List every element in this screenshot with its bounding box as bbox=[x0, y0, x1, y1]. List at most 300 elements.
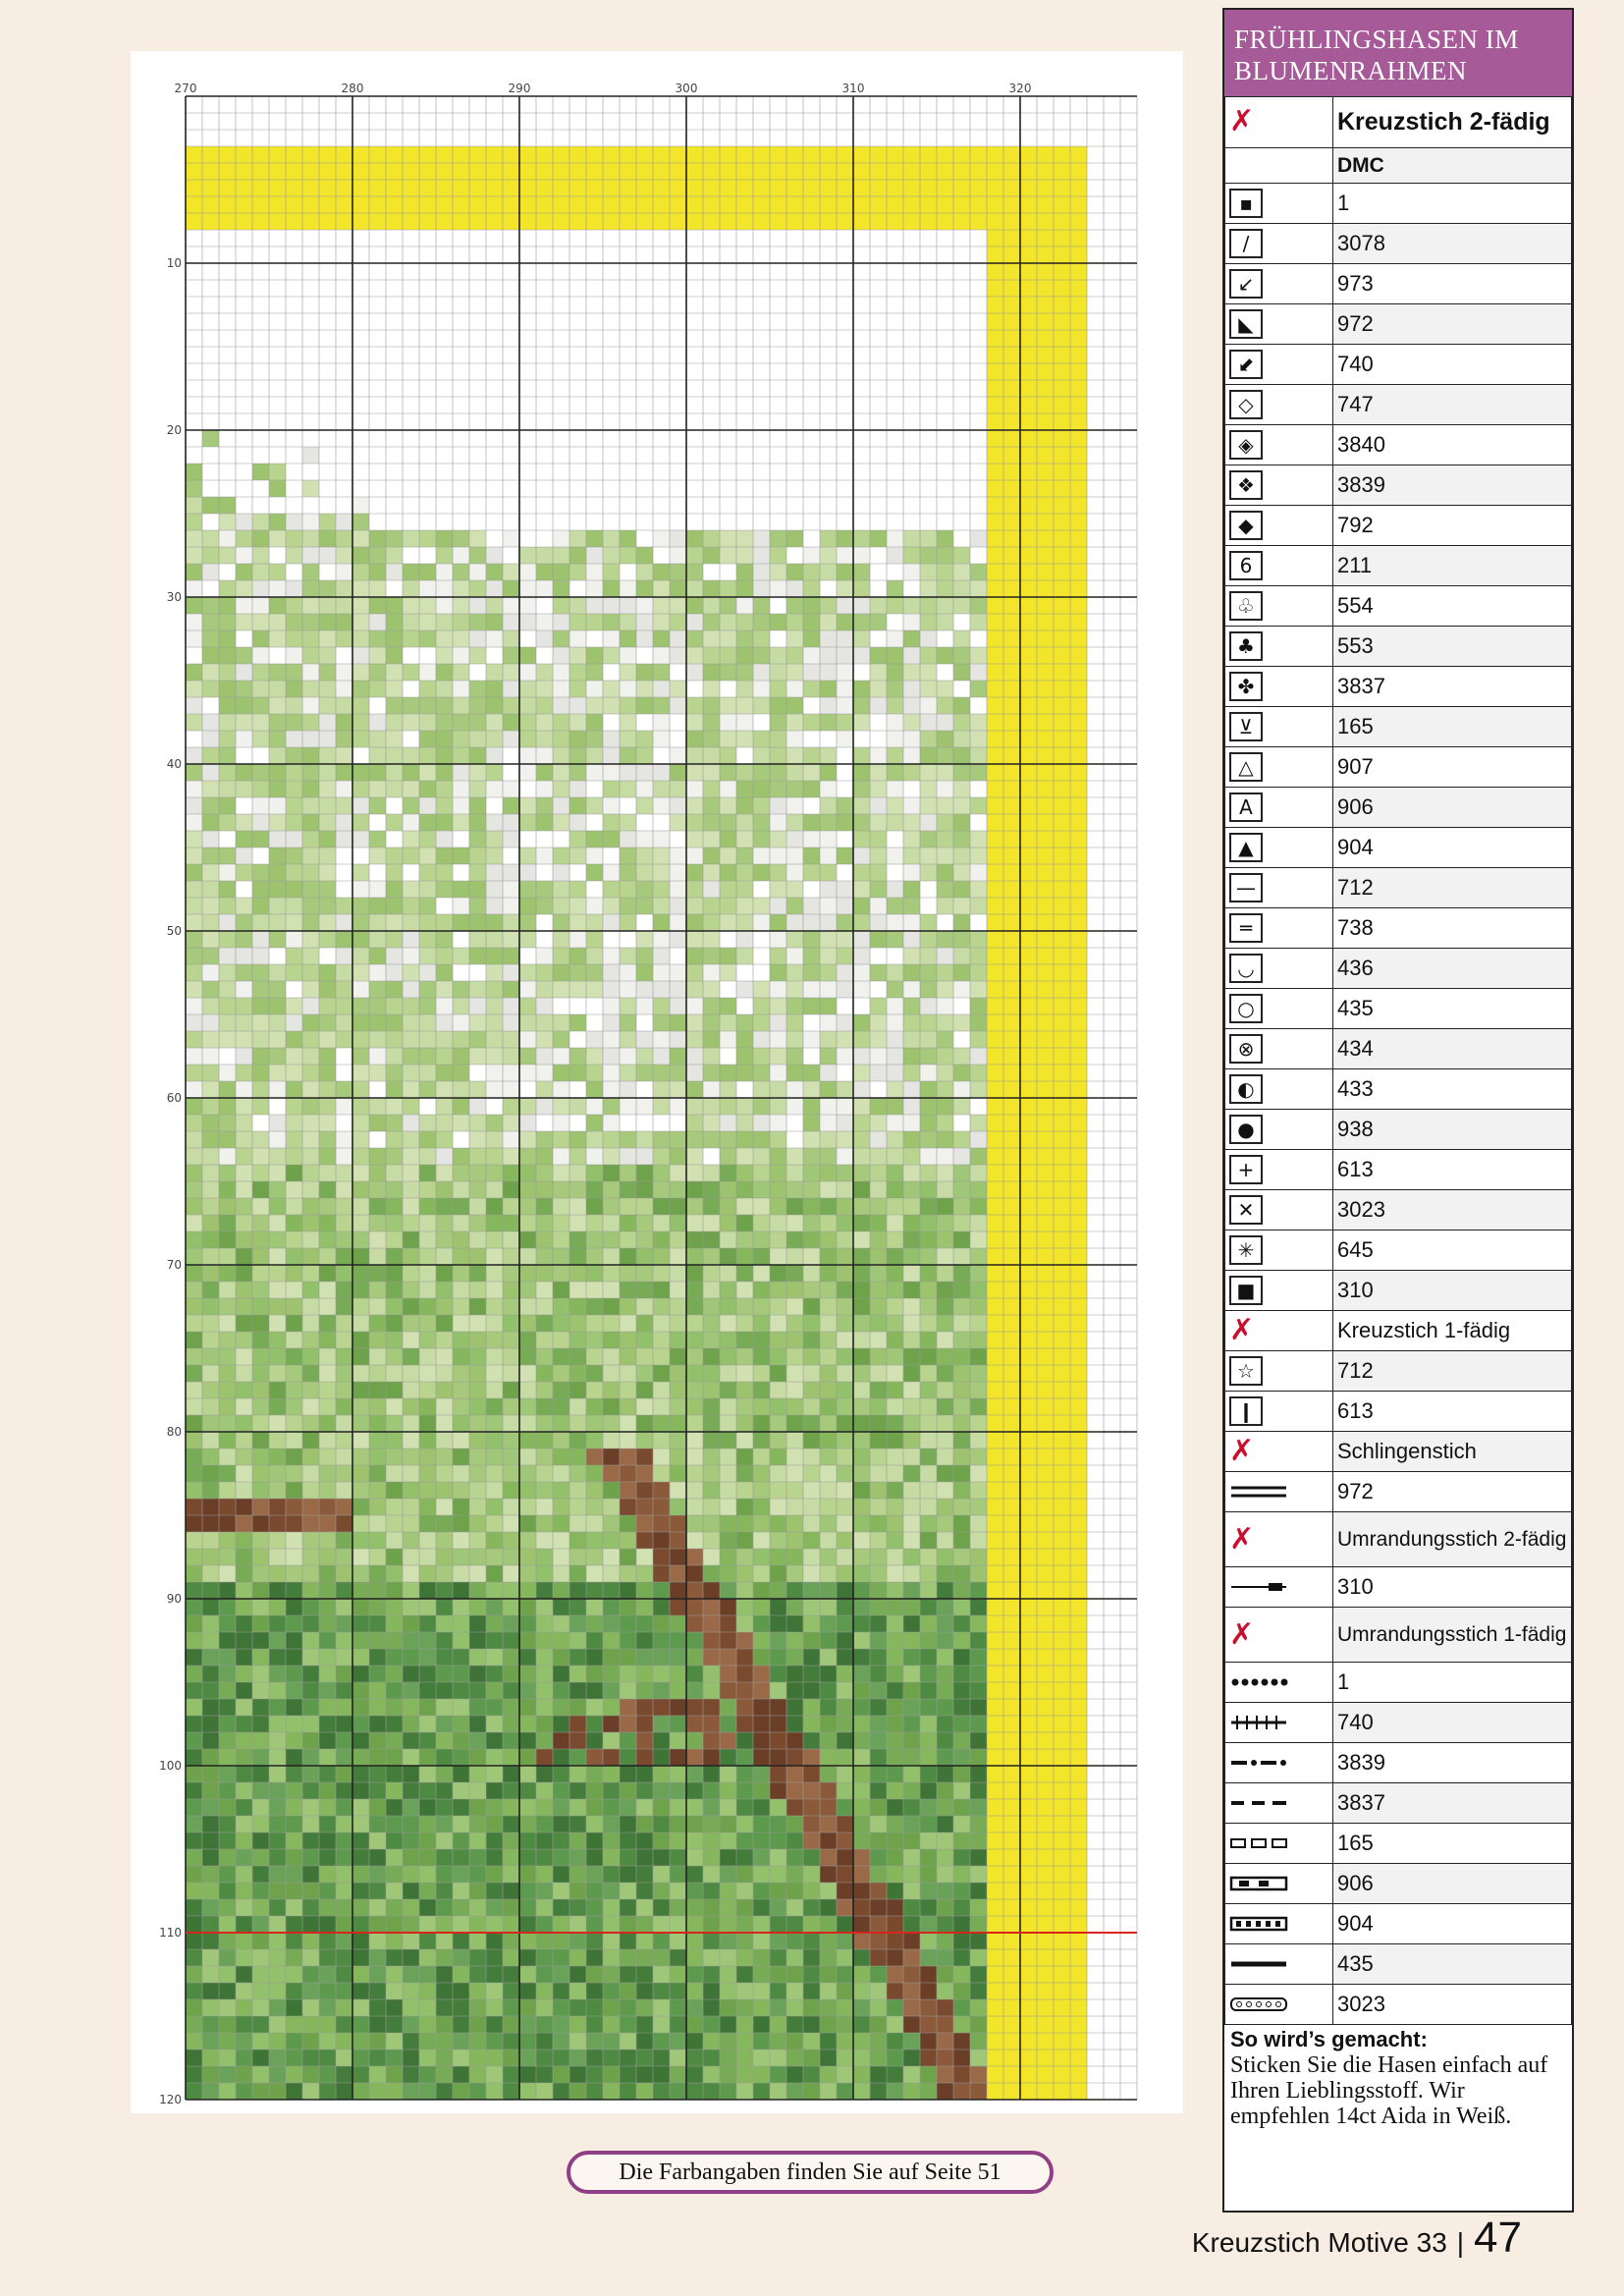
stitch-cell bbox=[1020, 998, 1037, 1014]
stitch-cell bbox=[1020, 1782, 1037, 1799]
stitch-cell bbox=[920, 981, 937, 998]
stitch-cell bbox=[286, 1465, 302, 1482]
stitch-cell bbox=[403, 1899, 419, 1916]
stitch-cell bbox=[336, 1699, 352, 1716]
stitch-cell bbox=[770, 1198, 786, 1215]
stitch-cell bbox=[569, 964, 586, 981]
stitch-cell bbox=[403, 1365, 419, 1382]
stitch-cell bbox=[236, 564, 252, 580]
stitch-cell bbox=[937, 664, 953, 681]
stitch-cell bbox=[536, 1131, 553, 1148]
stitch-cell bbox=[302, 163, 319, 180]
stitch-cell bbox=[1070, 948, 1087, 964]
stitch-cell bbox=[519, 1866, 536, 1883]
stitch-cell bbox=[236, 1666, 252, 1682]
stitch-cell bbox=[319, 1615, 336, 1632]
stitch-cell bbox=[736, 1131, 753, 1148]
stitch-cell bbox=[403, 1031, 419, 1048]
stitch-cell bbox=[453, 1499, 469, 1515]
stitch-cell bbox=[569, 664, 586, 681]
stitch-cell bbox=[703, 180, 720, 196]
stitch-cell bbox=[202, 1098, 219, 1115]
stitch-cell bbox=[536, 898, 553, 914]
stitch-cell bbox=[837, 1348, 853, 1365]
stitch-cell bbox=[753, 797, 770, 814]
stitch-cell bbox=[1003, 397, 1020, 413]
stitch-cell bbox=[786, 1398, 803, 1415]
stitch-cell bbox=[436, 1215, 453, 1231]
stitch-cell bbox=[419, 580, 436, 597]
stitch-cell bbox=[486, 1849, 503, 1866]
stitch-cell bbox=[803, 1615, 820, 1632]
stitch-cell bbox=[786, 1649, 803, 1666]
stitch-cell bbox=[636, 1532, 653, 1549]
stitch-cell bbox=[920, 664, 937, 681]
stitch-cell bbox=[1020, 1899, 1037, 1916]
stitch-cell bbox=[620, 614, 636, 630]
stitch-cell bbox=[686, 898, 703, 914]
stitch-cell bbox=[987, 163, 1003, 180]
stitch-cell bbox=[553, 1682, 569, 1699]
stitch-cell bbox=[987, 898, 1003, 914]
stitch-cell bbox=[770, 1749, 786, 1766]
stitch-cell bbox=[302, 1849, 319, 1866]
stitch-cell bbox=[453, 647, 469, 664]
stitch-cell bbox=[703, 981, 720, 998]
stitch-cell bbox=[970, 1198, 987, 1215]
stitch-cell bbox=[903, 1649, 920, 1666]
stitch-cell bbox=[336, 547, 352, 564]
stitch-cell bbox=[486, 1215, 503, 1231]
stitch-cell bbox=[336, 931, 352, 948]
stitch-cell bbox=[803, 1916, 820, 1933]
stitch-cell bbox=[1037, 764, 1054, 781]
stitch-cell bbox=[469, 1131, 486, 1148]
stitch-cell bbox=[620, 1065, 636, 1081]
stitch-cell bbox=[336, 1532, 352, 1549]
stitch-cell bbox=[386, 1465, 403, 1482]
stitch-cell bbox=[1020, 1265, 1037, 1282]
stitch-cell bbox=[319, 1298, 336, 1315]
stitch-cell bbox=[620, 948, 636, 964]
stitch-cell bbox=[736, 1298, 753, 1315]
stitch-cell bbox=[436, 1265, 453, 1282]
stitch-cell bbox=[770, 814, 786, 831]
stitch-cell bbox=[603, 1465, 620, 1482]
stitch-cell bbox=[920, 1532, 937, 1549]
stitch-cell bbox=[620, 1515, 636, 1532]
stitch-cell bbox=[786, 1181, 803, 1198]
stitch-cell bbox=[336, 831, 352, 847]
stitch-cell bbox=[1070, 1933, 1087, 1949]
stitch-cell bbox=[987, 1666, 1003, 1682]
stitch-cell bbox=[953, 1298, 970, 1315]
stitch-cell bbox=[770, 1849, 786, 1866]
stitch-cell bbox=[653, 1432, 670, 1449]
stitch-cell bbox=[620, 1599, 636, 1615]
stitch-cell bbox=[970, 664, 987, 681]
stitch-cell bbox=[186, 831, 202, 847]
stitch-cell bbox=[1054, 1565, 1070, 1582]
stitch-cell bbox=[352, 514, 369, 530]
stitch-cell bbox=[987, 948, 1003, 964]
stitch-cell bbox=[536, 697, 553, 714]
stitch-cell bbox=[753, 1649, 770, 1666]
stitch-cell bbox=[1070, 714, 1087, 731]
stitch-cell bbox=[419, 931, 436, 948]
stitch-cell bbox=[853, 547, 870, 564]
stitch-cell bbox=[219, 1515, 236, 1532]
stitch-cell bbox=[920, 931, 937, 948]
stitch-cell bbox=[887, 831, 903, 847]
stitch-cell bbox=[803, 1065, 820, 1081]
stitch-cell bbox=[903, 1699, 920, 1716]
stitch-cell bbox=[569, 1465, 586, 1482]
stitch-cell bbox=[686, 614, 703, 630]
stitch-cell bbox=[786, 530, 803, 547]
stitch-cell bbox=[236, 998, 252, 1014]
stitch-cell bbox=[870, 814, 887, 831]
stitch-cell bbox=[953, 747, 970, 764]
stitch-cell bbox=[653, 1899, 670, 1916]
stitch-cell bbox=[953, 1065, 970, 1081]
stitch-cell bbox=[603, 1148, 620, 1165]
stitch-cell bbox=[586, 1682, 603, 1699]
stitch-cell bbox=[770, 1131, 786, 1148]
stitch-cell bbox=[686, 597, 703, 614]
stitch-cell bbox=[603, 580, 620, 597]
stitch-cell bbox=[319, 1632, 336, 1649]
stitch-cell bbox=[286, 564, 302, 580]
stitch-cell bbox=[219, 1482, 236, 1499]
stitch-cell bbox=[1037, 480, 1054, 497]
stitch-cell bbox=[770, 180, 786, 196]
stitch-cell bbox=[720, 681, 736, 697]
stitch-cell bbox=[519, 180, 536, 196]
stitch-cell bbox=[1054, 1265, 1070, 1282]
stitch-cell bbox=[803, 681, 820, 697]
stitch-cell bbox=[403, 664, 419, 681]
stitch-cell bbox=[887, 1582, 903, 1599]
stitch-cell bbox=[1003, 1398, 1020, 1415]
stitch-cell bbox=[319, 1866, 336, 1883]
stitch-cell bbox=[186, 964, 202, 981]
stitch-cell bbox=[436, 180, 453, 196]
stitch-cell bbox=[236, 1014, 252, 1031]
stitch-cell bbox=[686, 1265, 703, 1282]
stitch-cell bbox=[1054, 1365, 1070, 1382]
stitch-cell bbox=[1003, 180, 1020, 196]
stitch-cell bbox=[436, 614, 453, 630]
stitch-cell bbox=[436, 981, 453, 998]
stitch-cell bbox=[937, 1499, 953, 1515]
stitch-cell bbox=[286, 1766, 302, 1782]
stitch-cell bbox=[403, 948, 419, 964]
stitch-cell bbox=[519, 1465, 536, 1482]
stitch-cell bbox=[920, 1549, 937, 1565]
stitch-cell bbox=[586, 1549, 603, 1565]
stitch-cell bbox=[803, 781, 820, 797]
stitch-cell bbox=[302, 731, 319, 747]
stitch-cell bbox=[1054, 180, 1070, 196]
stitch-cell bbox=[703, 1532, 720, 1549]
stitch-cell bbox=[352, 964, 369, 981]
stitch-cell bbox=[202, 797, 219, 814]
stitch-cell bbox=[252, 1115, 269, 1131]
stitch-cell bbox=[202, 530, 219, 547]
stitch-cell bbox=[686, 731, 703, 747]
stitch-cell bbox=[837, 1482, 853, 1499]
stitch-cell bbox=[703, 1666, 720, 1682]
stitch-cell bbox=[703, 747, 720, 764]
stitch-cell bbox=[519, 681, 536, 697]
stitch-cell bbox=[786, 1432, 803, 1449]
stitch-cell bbox=[486, 1816, 503, 1832]
stitch-cell bbox=[1054, 1916, 1070, 1933]
stitch-cell bbox=[386, 647, 403, 664]
stitch-cell bbox=[837, 1615, 853, 1632]
stitch-cell bbox=[519, 1482, 536, 1499]
stitch-cell bbox=[236, 614, 252, 630]
stitch-cell bbox=[703, 731, 720, 747]
stitch-cell bbox=[670, 1565, 686, 1582]
stitch-cell bbox=[837, 1115, 853, 1131]
stitch-cell bbox=[369, 931, 386, 948]
stitch-cell bbox=[186, 1816, 202, 1832]
stitch-cell bbox=[403, 1649, 419, 1666]
stitch-cell bbox=[1037, 1615, 1054, 1632]
stitch-cell bbox=[1003, 347, 1020, 363]
stitch-cell bbox=[319, 530, 336, 547]
stitch-cell bbox=[186, 681, 202, 697]
stitch-cell bbox=[987, 447, 1003, 464]
stitch-cell bbox=[236, 881, 252, 898]
stitch-cell bbox=[703, 1449, 720, 1465]
stitch-cell bbox=[753, 981, 770, 998]
stitch-cell bbox=[720, 1298, 736, 1315]
stitch-cell bbox=[319, 681, 336, 697]
stitch-cell bbox=[336, 1682, 352, 1699]
stitch-cell bbox=[903, 1031, 920, 1048]
stitch-cell bbox=[653, 196, 670, 213]
stitch-cell bbox=[1054, 1582, 1070, 1599]
stitch-cell bbox=[736, 1515, 753, 1532]
stitch-cell bbox=[1020, 280, 1037, 297]
stitch-cell bbox=[820, 1248, 837, 1265]
stitch-cell bbox=[1003, 1348, 1020, 1365]
stitch-cell bbox=[269, 480, 286, 497]
stitch-cell bbox=[369, 1265, 386, 1282]
stitch-cell bbox=[386, 797, 403, 814]
stitch-cell bbox=[369, 781, 386, 797]
stitch-cell bbox=[970, 1215, 987, 1231]
stitch-cell bbox=[419, 914, 436, 931]
stitch-cell bbox=[1020, 497, 1037, 514]
stitch-cell bbox=[953, 547, 970, 564]
stitch-cell bbox=[1020, 1148, 1037, 1165]
stitch-cell bbox=[937, 831, 953, 847]
stitch-cell bbox=[903, 1432, 920, 1449]
stitch-cell bbox=[937, 1181, 953, 1198]
stitch-cell bbox=[453, 213, 469, 230]
stitch-cell bbox=[1037, 380, 1054, 397]
stitch-cell bbox=[803, 1849, 820, 1866]
stitch-cell bbox=[887, 1832, 903, 1849]
stitch-cell bbox=[569, 1298, 586, 1315]
stitch-cell bbox=[636, 1432, 653, 1449]
stitch-cell bbox=[753, 781, 770, 797]
stitch-cell bbox=[369, 1682, 386, 1699]
stitch-cell bbox=[636, 814, 653, 831]
stitch-cell bbox=[469, 1365, 486, 1382]
stitch-cell bbox=[1054, 246, 1070, 263]
stitch-cell bbox=[1070, 814, 1087, 831]
stitch-cell bbox=[519, 1666, 536, 1682]
stitch-cell bbox=[903, 1532, 920, 1549]
stitch-cell bbox=[853, 1382, 870, 1398]
stitch-cell bbox=[1054, 664, 1070, 681]
stitch-cell bbox=[837, 1415, 853, 1432]
stitch-cell bbox=[419, 1181, 436, 1198]
stitch-cell bbox=[503, 1699, 519, 1716]
stitch-cell bbox=[736, 196, 753, 213]
stitch-cell bbox=[519, 1532, 536, 1549]
stitch-cell bbox=[386, 1081, 403, 1098]
stitch-cell bbox=[469, 1148, 486, 1165]
stitch-cell bbox=[1020, 931, 1037, 948]
stitch-cell bbox=[803, 981, 820, 998]
stitch-cell bbox=[670, 630, 686, 647]
stitch-cell bbox=[202, 1014, 219, 1031]
stitch-cell bbox=[770, 1231, 786, 1248]
stitch-cell bbox=[352, 1165, 369, 1181]
stitch-cell bbox=[369, 1782, 386, 1799]
stitch-cell bbox=[336, 1231, 352, 1248]
stitch-cell bbox=[953, 1215, 970, 1231]
stitch-cell bbox=[352, 1515, 369, 1532]
stitch-cell bbox=[219, 1365, 236, 1382]
stitch-cell bbox=[319, 1682, 336, 1699]
stitch-cell bbox=[202, 1949, 219, 1966]
stitch-cell bbox=[436, 1382, 453, 1398]
stitch-cell bbox=[903, 1415, 920, 1432]
stitch-cell bbox=[369, 1832, 386, 1849]
stitch-cell bbox=[970, 614, 987, 630]
stitch-cell bbox=[219, 697, 236, 714]
stitch-cell bbox=[453, 1899, 469, 1916]
stitch-cell bbox=[352, 847, 369, 864]
stitch-cell bbox=[920, 1916, 937, 1933]
stitch-cell bbox=[887, 1599, 903, 1615]
stitch-cell bbox=[853, 948, 870, 964]
stitch-cell bbox=[236, 1732, 252, 1749]
stitch-cell bbox=[720, 1065, 736, 1081]
stitch-cell bbox=[803, 1565, 820, 1582]
stitch-cell bbox=[269, 1649, 286, 1666]
stitch-cell bbox=[786, 1682, 803, 1699]
stitch-cell bbox=[686, 1298, 703, 1315]
stitch-cell bbox=[269, 831, 286, 847]
stitch-cell bbox=[1037, 1231, 1054, 1248]
stitch-cell bbox=[219, 1649, 236, 1666]
stitch-cell bbox=[186, 1482, 202, 1499]
stitch-cell bbox=[403, 1816, 419, 1832]
stitch-cell bbox=[837, 1866, 853, 1883]
stitch-cell bbox=[453, 1615, 469, 1632]
stitch-cell bbox=[987, 1031, 1003, 1048]
stitch-cell bbox=[403, 714, 419, 731]
stitch-cell bbox=[536, 1382, 553, 1398]
stitch-cell bbox=[369, 1482, 386, 1499]
stitch-cell bbox=[1020, 1115, 1037, 1131]
stitch-cell bbox=[686, 1816, 703, 1832]
stitch-cell bbox=[1054, 146, 1070, 163]
stitch-cell bbox=[252, 998, 269, 1014]
stitch-cell bbox=[937, 1115, 953, 1131]
stitch-cell bbox=[202, 213, 219, 230]
stitch-cell bbox=[302, 1666, 319, 1682]
stitch-cell bbox=[252, 898, 269, 914]
stitch-cell bbox=[903, 213, 920, 230]
stitch-cell bbox=[887, 1198, 903, 1215]
stitch-cell bbox=[803, 1098, 820, 1115]
stitch-cell bbox=[620, 630, 636, 647]
stitch-cell bbox=[1003, 1732, 1020, 1749]
stitch-cell bbox=[703, 1732, 720, 1749]
stitch-cell bbox=[286, 1565, 302, 1582]
stitch-cell bbox=[853, 647, 870, 664]
stitch-cell bbox=[419, 1282, 436, 1298]
stitch-cell bbox=[202, 1432, 219, 1449]
stitch-cell bbox=[920, 1699, 937, 1716]
stitch-cell bbox=[302, 714, 319, 731]
stitch-cell bbox=[786, 731, 803, 747]
stitch-cell bbox=[803, 864, 820, 881]
stitch-cell bbox=[853, 1265, 870, 1282]
stitch-cell bbox=[870, 564, 887, 580]
stitch-cell bbox=[653, 664, 670, 681]
stitch-cell bbox=[703, 597, 720, 614]
stitch-cell bbox=[736, 1832, 753, 1849]
stitch-cell bbox=[553, 1666, 569, 1682]
stitch-cell bbox=[252, 981, 269, 998]
stitch-cell bbox=[703, 681, 720, 697]
stitch-cell bbox=[853, 1565, 870, 1582]
stitch-cell bbox=[853, 1315, 870, 1332]
stitch-cell bbox=[953, 1031, 970, 1048]
stitch-cell bbox=[920, 797, 937, 814]
stitch-cell bbox=[286, 797, 302, 814]
stitch-cell bbox=[536, 1398, 553, 1415]
stitch-cell bbox=[970, 847, 987, 864]
stitch-cell bbox=[1003, 1615, 1020, 1632]
stitch-cell bbox=[670, 1215, 686, 1231]
stitch-cell bbox=[403, 847, 419, 864]
stitch-cell bbox=[186, 981, 202, 998]
stitch-cell bbox=[1054, 1348, 1070, 1365]
stitch-cell bbox=[519, 1766, 536, 1782]
stitch-cell bbox=[670, 1298, 686, 1315]
stitch-cell bbox=[553, 1782, 569, 1799]
stitch-cell bbox=[603, 998, 620, 1014]
stitch-cell bbox=[937, 1799, 953, 1816]
stitch-cell bbox=[686, 1282, 703, 1298]
stitch-cell bbox=[236, 948, 252, 964]
stitch-cell bbox=[519, 1732, 536, 1749]
stitch-cell bbox=[970, 1465, 987, 1482]
stitch-cell bbox=[1003, 1148, 1020, 1165]
stitch-cell bbox=[419, 714, 436, 731]
